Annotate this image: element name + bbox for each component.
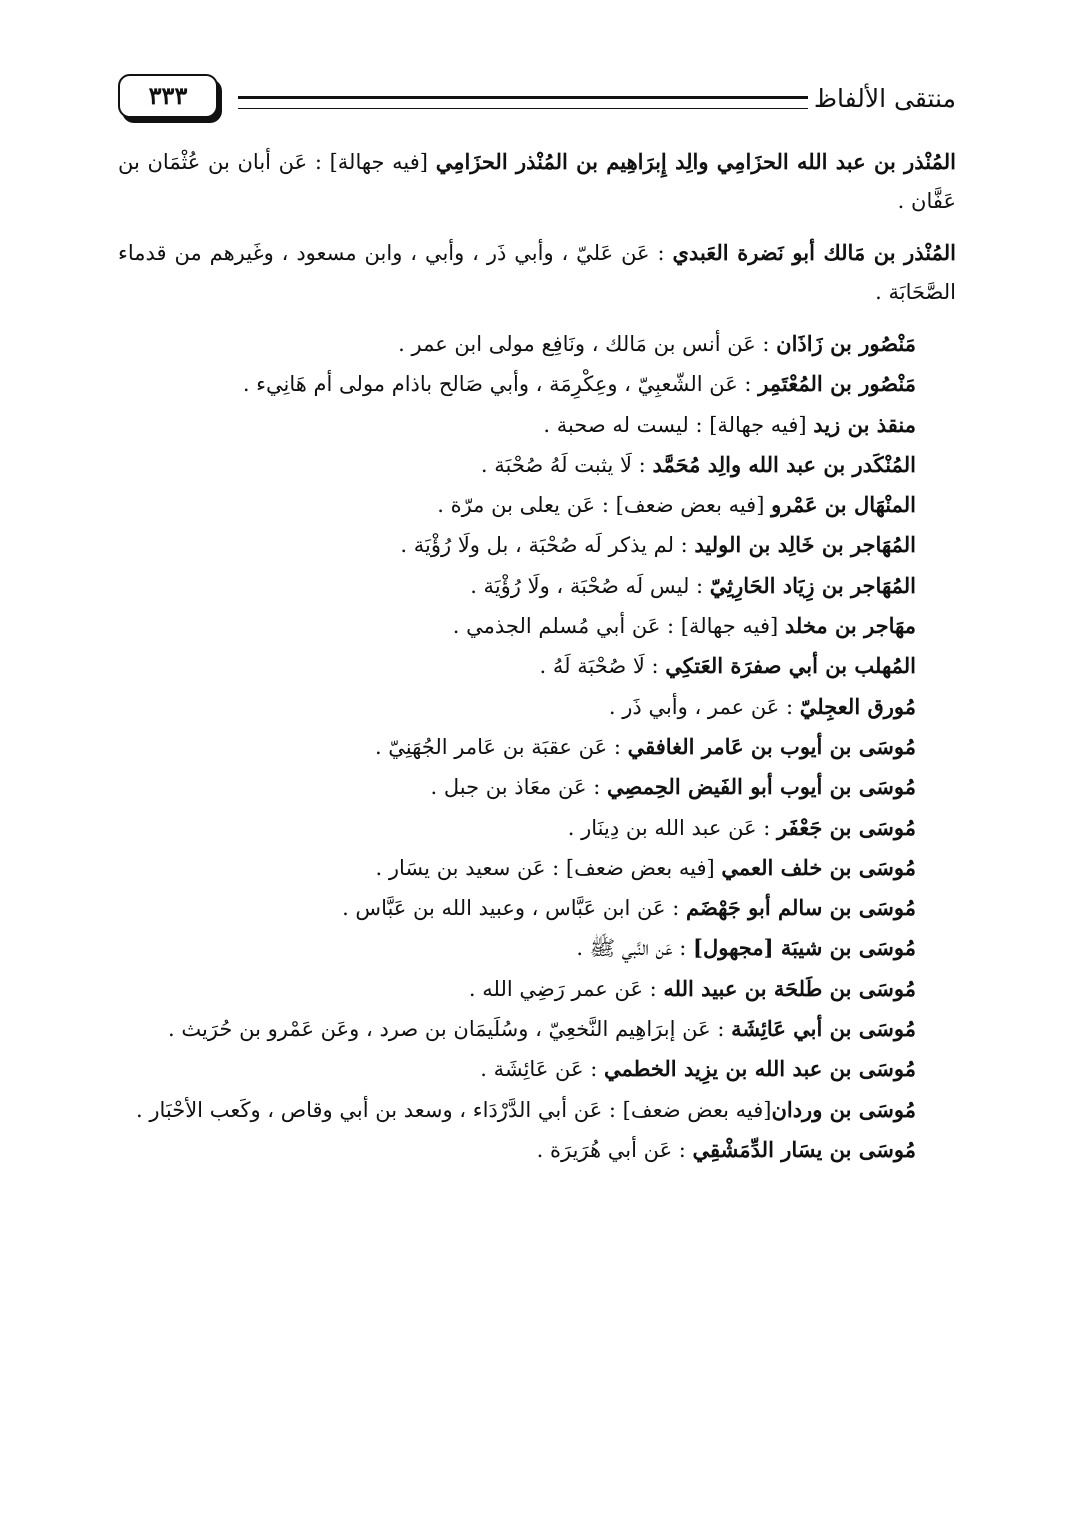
entry-line bbox=[118, 405, 956, 445]
entry-line bbox=[118, 1009, 956, 1049]
narrator-text: : عَن عمر رَضِي الله . bbox=[468, 976, 664, 1001]
narrator-name: المُهَاجر بن خَالِد بن الوليد bbox=[694, 532, 916, 558]
entry-line bbox=[118, 485, 956, 525]
narrator-name: مُوسَى بن يسَار الدِّمَشْقِي bbox=[692, 1136, 916, 1162]
entry-line bbox=[118, 445, 956, 485]
entry-line bbox=[118, 687, 956, 727]
narrator-name: مُوسَى بن أيوب بن عَامر الغافقي bbox=[627, 733, 916, 759]
entry-line bbox=[118, 566, 956, 606]
narrator-text: : عَن عَائِشَة . bbox=[480, 1057, 604, 1082]
header-rule bbox=[238, 96, 808, 109]
narrator-name: مُوسَى بن خلف العمي bbox=[721, 854, 916, 880]
entry-line bbox=[118, 969, 956, 1009]
narrator-name: مُورق العجِليّ bbox=[799, 693, 916, 719]
narrator-name: مُوسَى بن أيوب أبو الفَيض الحِمصِي bbox=[607, 774, 916, 800]
entry-line bbox=[118, 888, 956, 928]
narrator-text: : عَن عبد الله بن دِينَار . bbox=[567, 815, 778, 840]
entry-line bbox=[118, 848, 956, 888]
narrator-name: المُهلب بن أبي صفرَة العَتكِي bbox=[665, 653, 916, 679]
narrator-text: : عَن معَاذ بن جبل . bbox=[430, 775, 608, 800]
entry-line bbox=[118, 808, 956, 848]
entry-line bbox=[118, 767, 956, 807]
narrator-text: : عَن أبي هُرَيرَة . bbox=[536, 1137, 693, 1162]
narrator-name: مَنْصُور بن زَاذَان bbox=[776, 331, 916, 356]
narrator-name: المنْهَال بن عَمْرو bbox=[771, 492, 916, 518]
page-header bbox=[118, 74, 956, 130]
narrator-text: [فيه بعض ضعف] : عَن سعيد بن يسَار . bbox=[375, 855, 722, 880]
narrator-name: المُنْذر بن عبد الله الحزَامِي والِد إِبرَاهِيم بن المُنْذر الحزَامِي bbox=[435, 149, 956, 174]
narrator-text: : عَن ابن عَبَّاس ، وعبيد الله بن عَبَّاس . bbox=[342, 896, 686, 921]
narrator-text: [فيه جهالة] : عَن أبان بن عُثْمَان بن عَفَّان . bbox=[118, 150, 956, 213]
narrator-text: : عَن عمر ، وأبي ذَر . bbox=[608, 694, 800, 719]
entry-line bbox=[118, 1049, 956, 1089]
narrator-name: مُوسَى بن عبد الله بن يزِيد الخطمي bbox=[603, 1056, 916, 1082]
narrator-name: منقذ بن زيد bbox=[813, 411, 916, 437]
narrator-name: المُنْكَدر بن عبد الله والِد مُحَمَّد bbox=[652, 451, 916, 477]
narrator-text: : عَن أنس بن مَالك ، ونَافِع مولى ابن عمر . bbox=[398, 332, 777, 356]
narrator-text: : عَن إبرَاهِيم النَّخعِيّ ، وسُلَيمَان بن صرد ، وعَن عَمْرو بن حُرَيث . bbox=[168, 1017, 732, 1042]
entry-line bbox=[118, 928, 956, 968]
paragraph bbox=[118, 233, 956, 312]
entry-line bbox=[118, 1090, 956, 1130]
page-body bbox=[118, 142, 956, 1170]
narrator-text: : لَا يثبت لَهُ صُحْبَة . bbox=[480, 452, 653, 477]
narrator-text: : عَن عَليّ ، وأبي ذَر ، وأبي ، وابن مسعود ، وغَيرهم من قدماء الصَّحَابَة . bbox=[118, 241, 956, 304]
narrator-text: : ليس لَه صُحْبَة ، ولَا رُؤْيَة . bbox=[470, 573, 710, 598]
narrator-text: : عَن النَّبي ﷺ . bbox=[576, 936, 694, 961]
narrator-text: [فيه بعض ضعف] : عَن يعلى بن مرّة . bbox=[437, 493, 772, 518]
narrator-name: المُنْذر بن مَالك أبو نَضرة العَبدي bbox=[672, 240, 956, 265]
narrator-name: المُهَاجر بن زِيَاد الحَارِثِيّ bbox=[709, 572, 916, 598]
book-title: منتقى الألفاظ bbox=[813, 84, 956, 113]
page-number-box bbox=[118, 74, 218, 118]
entry-line bbox=[118, 364, 956, 404]
narrator-text: : عَن عقبَة بن عَامر الجُهَنِيّ . bbox=[374, 734, 628, 759]
narrator-text: : لَا صُحْبَة لَهُ . bbox=[539, 654, 666, 679]
entry-line bbox=[118, 1130, 956, 1170]
narrator-name: مَنْصُور بن المُعْتَمِر bbox=[758, 371, 916, 397]
narrator-name: مُوسَى بن أبي عَائِشَة bbox=[731, 1016, 916, 1042]
narrator-text: [فيه بعض ضعف] : عَن أبي الدَّرْدَاء ، وسعد بن أبي وقاص ، وكَعب الأحْبَار . bbox=[136, 1097, 772, 1122]
narrator-name: مُوسَى بن طَلحَة بن عبيد الله bbox=[663, 975, 916, 1001]
entry-line bbox=[118, 606, 956, 646]
narrator-name: مُوسَى بن وردان bbox=[771, 1096, 916, 1122]
narrator-text: : عَن الشّعبِيّ ، وعِكْرِمَة ، وأبي صَالح باذام مولى أم هَانِيء . bbox=[242, 372, 759, 397]
entry-line bbox=[118, 324, 956, 364]
entry-line bbox=[118, 727, 956, 767]
narrator-name: مُوسَى بن سالم أبو جَهْضَم bbox=[685, 895, 916, 921]
narrator-text: [فيه جهالة] : ليست له صحبة . bbox=[543, 412, 814, 437]
entry-line bbox=[118, 646, 956, 686]
paragraph bbox=[118, 142, 956, 221]
narrator-text: : لم يذكر لَه صُحْبَة ، بل ولَا رُؤْيَة . bbox=[400, 533, 695, 558]
entry-line bbox=[118, 525, 956, 565]
narrator-name: مهَاجر بن مخلد bbox=[784, 613, 916, 639]
narrator-name: مُوسَى بن شيبَة [مجهول] bbox=[693, 935, 916, 961]
page-number: ٣٣٣ bbox=[148, 81, 188, 110]
narrator-text: [فيه جهالة] : عَن أبي مُسلم الجذمي . bbox=[452, 614, 785, 639]
narrator-name: مُوسَى بن جَعْفَر bbox=[777, 814, 916, 840]
